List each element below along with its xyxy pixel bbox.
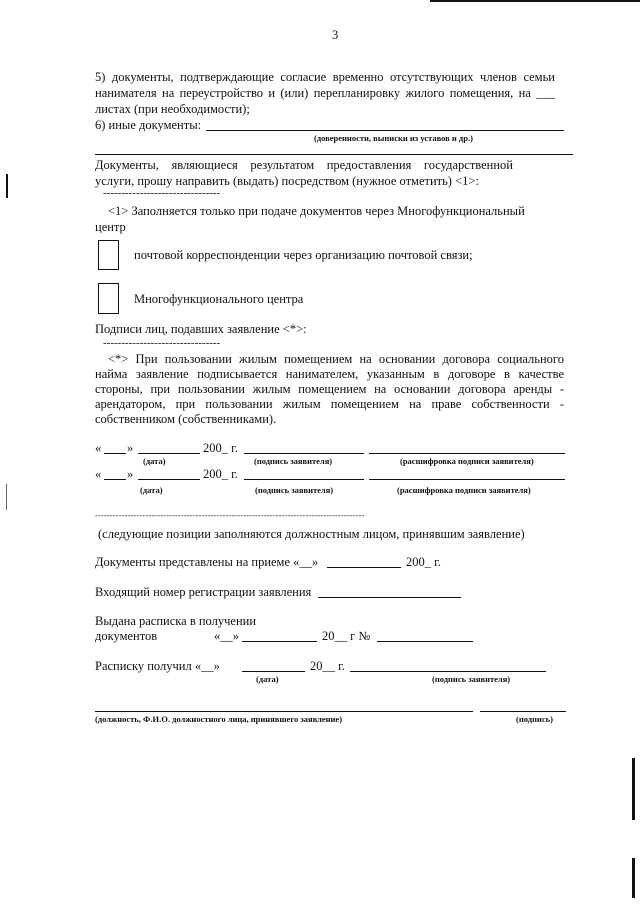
footnote1-line1: <1> Заполняется только при подаче документов через Многофункциональный xyxy=(108,204,525,218)
receipt-number-field[interactable] xyxy=(377,641,473,642)
option-checkbox-mfc[interactable] xyxy=(98,283,119,314)
footnote2-line4: арендатором, при пользовании жилым помещением на праве собственности - xyxy=(95,397,564,411)
item5-line2: нанимателя на переустройство и (или) перепланировку жилого помещения, на ___ xyxy=(95,86,555,100)
footnote2-line2: найма заявление подписывается нанимателем, указанным в договоре в качестве xyxy=(95,367,564,381)
got-receipt-signature-field[interactable] xyxy=(350,671,546,672)
reg-number-label: Входящий номер регистрации заявления xyxy=(95,585,312,599)
receipt-line2: документов xyxy=(95,629,158,643)
receipt-date: «__» xyxy=(214,629,239,643)
sign-row-2-open-quote: « xyxy=(95,467,102,481)
receipt-year: 20__ г № xyxy=(322,629,371,643)
scan-artifact xyxy=(6,174,8,198)
sign-row-1-signature-field[interactable] xyxy=(244,453,364,454)
signatures-label: Подписи лиц, подавших заявление <*>: xyxy=(95,322,307,336)
sign-row-2-year: 200_ г. xyxy=(203,467,238,481)
sign-row-1-open-quote: « xyxy=(95,441,102,455)
received-year: 200_ г. xyxy=(406,555,441,569)
sign-row-1-decoding-field[interactable] xyxy=(369,453,565,454)
sign-row-1-date-hint: (дата) xyxy=(143,456,166,466)
item6-label: 6) иные документы: xyxy=(95,118,202,132)
sign-row-2-decoding-field[interactable] xyxy=(369,479,565,480)
sign-row-2-date-hint: (дата) xyxy=(140,485,163,495)
sign-row-1-signature-hint: (подпись заявителя) xyxy=(254,456,333,466)
reg-number-field[interactable] xyxy=(318,597,461,598)
footnote2-line3: стороны, при пользовании жилым помещением на основании договора аренды - xyxy=(95,382,564,396)
receipt-month-field[interactable] xyxy=(242,641,317,642)
receipt-line1: Выдана расписка в получении xyxy=(95,614,257,628)
official-sign-field[interactable] xyxy=(480,711,566,712)
sign-row-1-year: 200_ г. xyxy=(203,441,238,455)
page-number: 3 xyxy=(332,28,339,42)
item5-line3: листах (при необходимости); xyxy=(95,102,250,116)
official-hint: (должность, Ф.И.О. должностного лица, принявшего заявление) xyxy=(95,714,343,724)
item6-hint: (доверенности, выписки из уставов и др.) xyxy=(314,133,473,143)
official-sign-hint: (подпись) xyxy=(516,714,553,724)
received-month-field[interactable] xyxy=(327,567,401,568)
option-label-mfc: Многофункционального центра xyxy=(134,292,304,306)
sign-row-1-decoding-hint: (расшифровка подписи заявителя) xyxy=(400,456,534,466)
official-separator: ------------------------------------------------------------------------------------------- xyxy=(95,511,365,520)
sign-row-2-decoding-hint: (расшифровка подписи заявителя) xyxy=(397,485,531,495)
result-docs-line1: Документы, являющиеся результатом предоставления государственной xyxy=(95,158,513,172)
scan-artifact xyxy=(430,0,640,2)
footnote1-line2: центр xyxy=(95,220,126,234)
got-receipt-label: Расписку получил «__» xyxy=(95,659,220,673)
sign-row-2-month-field[interactable] xyxy=(138,479,200,480)
footnote1-separator: -------------------------------- xyxy=(103,187,221,199)
sign-row-1-day-field[interactable] xyxy=(104,453,126,454)
footnote2-separator: -------------------------------- xyxy=(103,337,221,349)
sign-row-1-month-field[interactable] xyxy=(138,453,200,454)
footnote2-line5: собственником (собственниками). xyxy=(95,412,277,426)
sign-row-2-signature-hint: (подпись заявителя) xyxy=(255,485,334,495)
received-label: Документы представлены на приеме «__» xyxy=(95,555,319,569)
sign-row-1-close-quote: » xyxy=(127,441,134,455)
item5-line1: 5) документы, подтверждающие согласие временно отсутствующих членов семьи xyxy=(95,70,555,84)
got-receipt-year: 20__ г. xyxy=(310,659,345,673)
official-name-field[interactable] xyxy=(95,711,473,712)
sign-row-2-day-field[interactable] xyxy=(104,479,126,480)
divider xyxy=(95,154,573,155)
scan-artifact xyxy=(632,858,635,898)
official-note: (следующие позиции заполняются должностным лицом, принявшим заявление) xyxy=(98,527,525,541)
result-docs-line2: услуги, прошу направить (выдать) посредством (нужное отметить) <1>: xyxy=(95,174,479,188)
sign-row-2-close-quote: » xyxy=(127,467,134,481)
got-receipt-sign-hint: (подпись заявителя) xyxy=(432,674,511,684)
got-receipt-month-field[interactable] xyxy=(242,671,305,672)
item6-field[interactable] xyxy=(206,130,564,131)
got-receipt-date-hint: (дата) xyxy=(256,674,279,684)
option-label-post: почтовой корреспонденции через организацию почтовой связи; xyxy=(134,248,473,262)
scan-artifact xyxy=(632,758,635,820)
option-checkbox-post[interactable] xyxy=(98,240,119,270)
footnote2-line1: <*> При пользовании жилым помещением на основании договора социального xyxy=(108,352,564,366)
scan-artifact xyxy=(6,484,7,510)
sign-row-2-signature-field[interactable] xyxy=(244,479,364,480)
